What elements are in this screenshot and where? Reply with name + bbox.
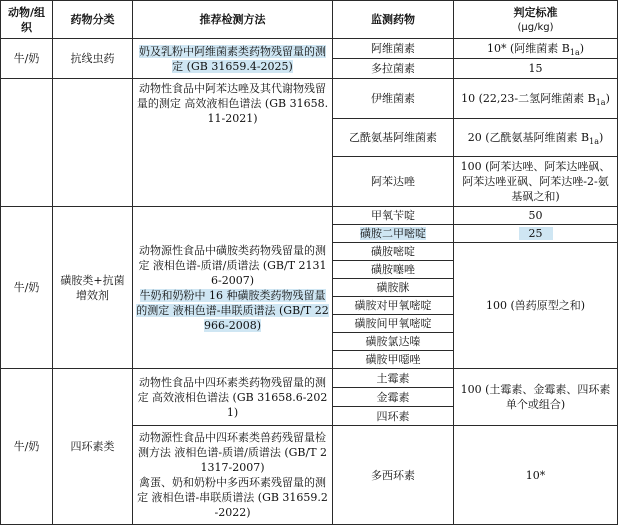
method-highlighted: 奶及乳粉中阿维菌素类药物残留量的测定 (GB 31659.4-2025) xyxy=(139,44,326,73)
tissue-cell xyxy=(1,79,53,207)
tissue-cell: 牛/奶 xyxy=(1,39,53,79)
drug-cell: 阿苯达唑 xyxy=(333,157,454,207)
drug-cell: 磺胺噻唑 xyxy=(333,261,454,279)
standard-cell: 10* xyxy=(454,426,618,525)
drug-cell: 土霉素 xyxy=(333,369,454,388)
method-text: 动物源性食品中四环素类兽药残留量检测方法 液相色谱-质谱/质谱法 (GB/T 21317-2007) xyxy=(137,431,328,474)
header-drug: 监测药物 xyxy=(333,1,454,39)
table-row xyxy=(1,79,618,119)
header-method: 推荐检测方法 xyxy=(133,1,333,39)
header-standard-label: 判定标准 xyxy=(513,5,558,19)
method-cell xyxy=(133,426,333,525)
standard-cell: 100 (兽药原型之和) xyxy=(454,243,618,369)
method-cell: 动物性食品中四环素类药物残留量的测定 高效液相色谱法 (GB 31658.6-2021) xyxy=(133,369,333,426)
drug-cell: 磺胺嘧啶 xyxy=(333,243,454,261)
drug-cell: 金霉素 xyxy=(333,388,454,407)
table-row xyxy=(1,369,618,388)
drug-cell xyxy=(333,225,454,243)
drug-cell: 磺胺对甲氧嘧啶 xyxy=(333,297,454,315)
tissue-cell: 牛/奶 xyxy=(1,207,53,369)
header-standard-unit: (μg/kg) xyxy=(517,21,554,33)
method-text: 动物性食品中阿苯达唑及其代谢物残留量的测定 高效液相色谱法 (GB 31658.11-2021) xyxy=(136,82,329,125)
category-cell: 磺胺类+抗菌增效剂 xyxy=(53,207,133,369)
standard-cell: 100 (阿苯达唑、阿苯达唑砜、阿苯达唑亚砜、阿苯达唑-2-氨基砜之和) xyxy=(454,157,618,207)
category-cell xyxy=(53,79,133,207)
drug-cell: 四环素 xyxy=(333,407,454,426)
standard-cell: 20 (乙酰氨基阿维菌素 $B_{1a}$) xyxy=(454,119,618,157)
drug-cell: 磺胺甲噁唑 xyxy=(333,351,454,369)
standard-cell: 15 xyxy=(454,59,618,79)
drug-cell: 磺胺氯达嗪 xyxy=(333,333,454,351)
method-text: 禽蛋、奶和奶粉中多西环素残留量的测定 液相色谱-串联质谱法 (GB 31659.2-2022) xyxy=(137,476,328,519)
standard-cell: 10 (22,23-二氢阿维菌素 $B_{1a}$) xyxy=(454,79,618,119)
category-cell: 抗线虫药 xyxy=(53,39,133,79)
drug-cell: 多拉菌素 xyxy=(333,59,454,79)
category-cell: 四环素类 xyxy=(53,369,133,525)
standard-cell: 50 xyxy=(454,207,618,225)
header-tissue: 动物/组织 xyxy=(1,1,53,39)
drug-cell: 阿维菌素 xyxy=(333,39,454,59)
method-cell xyxy=(133,39,333,79)
method-cell xyxy=(133,79,333,207)
standard-cell xyxy=(454,225,618,243)
header-standard xyxy=(454,1,618,39)
drug-cell: 磺胺间甲氧嘧啶 xyxy=(333,315,454,333)
header-category: 药物分类 xyxy=(53,1,133,39)
drug-cell: 乙酰氨基阿维菌素 xyxy=(333,119,454,157)
standard-cell: 10* (阿维菌素 $B_{1a}$) xyxy=(454,39,618,59)
standard-cell: 100 (土霉素、金霉素、四环素单个或组合) xyxy=(454,369,618,426)
drug-highlighted: 磺胺二甲嘧啶 xyxy=(360,227,426,240)
drug-cell: 磺胺脒 xyxy=(333,279,454,297)
drug-cell: 伊维菌素 xyxy=(333,79,454,119)
method-cell xyxy=(133,207,333,369)
drug-cell: 多西环素 xyxy=(333,426,454,525)
standard-highlighted: 25 xyxy=(519,227,553,240)
table-row xyxy=(1,207,618,225)
header-row xyxy=(1,1,618,39)
method-highlighted: 牛奶和奶粉中 16 种磺胺类药物残留量的测定 液相色谱-串联质谱法 (GB/T 22966-2008) xyxy=(136,288,329,332)
tissue-cell: 牛/奶 xyxy=(1,369,53,525)
method-text: 动物源性食品中磺胺类药物残留量的测定 液相色谱-质谱/质谱法 (GB/T 21316-2007) xyxy=(138,243,327,287)
drug-cell: 甲氧苄啶 xyxy=(333,207,454,225)
table-row xyxy=(1,39,618,59)
